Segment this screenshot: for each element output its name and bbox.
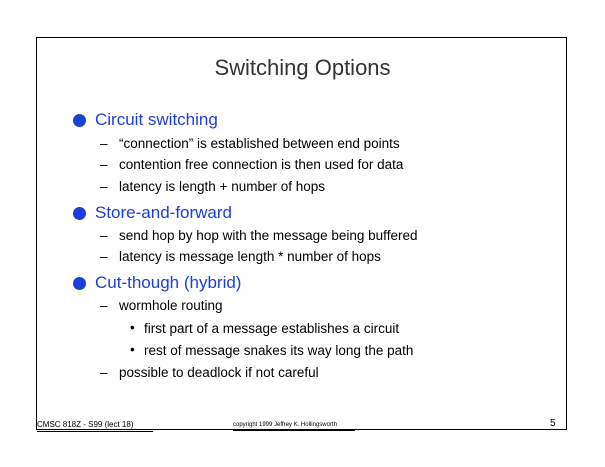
footer-course-text: CMSC 818Z - S99 (lect 18) — [37, 420, 134, 429]
dash-marker: – — [100, 365, 108, 380]
list-item-text: latency is message length * number of hops — [119, 249, 381, 264]
bullet-label: Cut-though (hybrid) — [95, 273, 242, 292]
footer-copyright-text: copyright 1999 Jeffrey K. Hollingsworth — [233, 422, 337, 428]
list-item-text: wormhole routing — [119, 298, 223, 313]
list-item-text: contention free connection is then used for data — [119, 157, 404, 172]
footer-course-label — [37, 420, 133, 429]
list-item-text: send hop by hop with the message being buffered — [119, 228, 418, 243]
bullet-dot-icon — [73, 207, 86, 220]
list-item-text: possible to deadlock if not careful — [119, 365, 319, 380]
bullet-point-marker: • — [130, 342, 135, 357]
list-item-text: latency is length + number of hops — [119, 179, 326, 194]
list-subitem-text: first part of a message establishes a circuit — [144, 321, 400, 336]
bullet-label: Circuit switching — [95, 110, 218, 129]
list-subitem-text: rest of message snakes its way long the path — [144, 343, 414, 358]
list-item-text: “connection” is established between end points — [119, 136, 400, 151]
dash-marker: – — [100, 249, 108, 264]
dash-marker: – — [100, 136, 108, 151]
footer-copyright — [233, 422, 337, 428]
slide-title: Switching Options — [214, 55, 391, 80]
bullet-label: Store-and-forward — [95, 203, 233, 222]
footer-underline — [233, 430, 355, 431]
bullet-dot-icon — [73, 277, 86, 290]
dash-marker: – — [100, 298, 108, 313]
page-number: 5 — [550, 418, 556, 429]
dash-marker: – — [100, 179, 108, 194]
bullet-point-marker: • — [130, 320, 135, 335]
dash-marker: – — [100, 157, 108, 172]
dash-marker: – — [100, 228, 108, 243]
bullet-dot-icon — [73, 114, 86, 127]
footer-underline — [37, 431, 153, 432]
